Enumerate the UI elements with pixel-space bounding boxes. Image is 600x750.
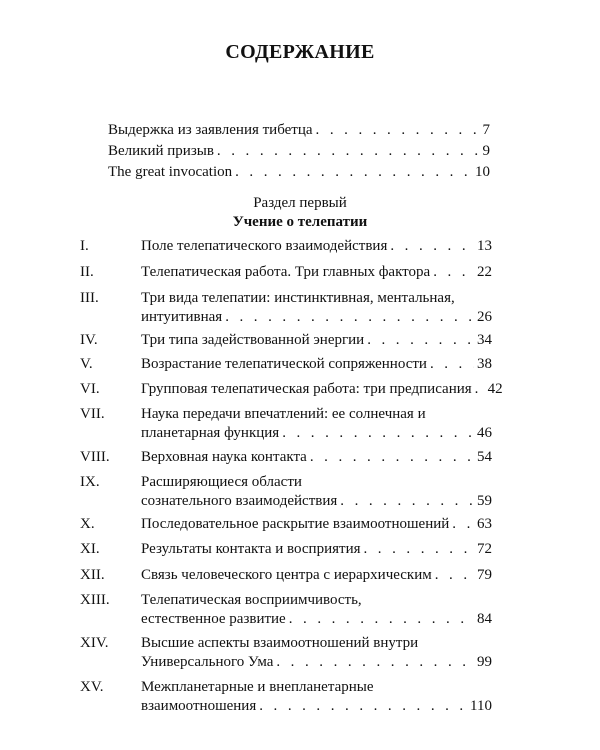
entry-title: The great invocation <box>108 164 233 180</box>
toc-entry <box>108 164 490 185</box>
chapter-number: VIII. <box>80 449 110 465</box>
chapter-entry <box>80 237 492 256</box>
dot-leader <box>390 237 474 256</box>
chapter-number: II. <box>80 264 94 280</box>
page-number: 79 <box>477 567 492 583</box>
section-title: Учение о телепатии <box>232 214 368 230</box>
chapter-title: Наука передачи впечатлений: ее солнечная и <box>141 406 426 422</box>
chapter-number: XII. <box>80 567 105 583</box>
page-number: 34 <box>477 332 492 348</box>
chapter-entry <box>80 591 492 629</box>
dot-leader <box>289 610 474 629</box>
chapter-title: Три типа задействованной энергии <box>141 332 365 348</box>
dot-leader <box>433 263 474 282</box>
dot-leader <box>282 424 474 443</box>
chapter-entry <box>80 634 492 672</box>
chapter-entry <box>80 380 503 399</box>
chapter-number: III. <box>80 290 99 306</box>
toc-entry <box>108 122 490 143</box>
page-number: 46 <box>477 425 492 441</box>
chapter-number: XV. <box>80 679 104 695</box>
chapter-title: Результаты контакта и восприятия <box>141 541 361 557</box>
section-label: Раздел первый <box>253 195 347 211</box>
chapter-title: Высшие аспекты взаимоотношений внутри <box>141 635 419 651</box>
chapter-title-continued: сознательного взаимодействия <box>141 493 338 509</box>
dot-leader <box>367 331 474 350</box>
chapter-entry <box>80 473 492 511</box>
chapter-number: XIV. <box>80 635 109 651</box>
dot-leader <box>225 308 474 327</box>
chapter-entry <box>80 448 492 467</box>
chapter-entry <box>80 678 492 716</box>
chapter-title: Верховная наука контакта <box>141 449 307 465</box>
page-number: 13 <box>477 238 492 254</box>
chapter-entry <box>80 289 492 327</box>
chapter-number: I. <box>80 238 89 254</box>
chapter-title: Три вида телепатии: инстинктивная, ментальная, <box>141 290 455 306</box>
chapter-number: V. <box>80 356 93 372</box>
chapter-entry <box>80 331 492 350</box>
page-number: 99 <box>477 654 492 670</box>
dot-leader <box>340 492 474 511</box>
dot-leader <box>430 355 474 374</box>
dot-leader <box>316 122 480 139</box>
chapter-number: IX. <box>80 474 100 490</box>
page-number: 110 <box>470 698 492 714</box>
page-number: 84 <box>477 611 492 627</box>
page-number: 22 <box>477 264 492 280</box>
chapter-title-continued: взаимоотношения <box>141 698 257 714</box>
chapter-title: Расширяющиеся области <box>141 474 302 490</box>
page-number: 59 <box>477 493 492 509</box>
chapter-title: Последовательное раскрытие взаимоотношений <box>141 516 450 532</box>
chapter-entry <box>80 515 492 534</box>
chapter-title: Связь человеческого центра с иерархическим <box>141 567 432 583</box>
page-number: 38 <box>477 356 492 372</box>
page-number: 63 <box>477 516 492 532</box>
chapter-number: XI. <box>80 541 100 557</box>
chapter-title-continued: Универсального Ума <box>141 654 274 670</box>
toc-entry <box>108 143 490 164</box>
chapter-entry <box>80 355 492 374</box>
page-number: 9 <box>482 143 490 159</box>
dot-leader <box>452 515 474 534</box>
entry-title: Выдержка из заявления тибетца <box>108 122 313 138</box>
chapter-title: Возрастание телепатической сопряженности <box>141 356 427 372</box>
chapter-number: IV. <box>80 332 98 348</box>
chapter-entry <box>80 263 492 282</box>
dot-leader <box>235 164 472 181</box>
chapter-number: X. <box>80 516 95 532</box>
page-number: 54 <box>477 449 492 465</box>
dot-leader <box>364 540 475 559</box>
dot-leader <box>475 380 485 399</box>
chapter-number: VI. <box>80 381 100 397</box>
page-number: 26 <box>477 309 492 325</box>
chapter-entry <box>80 405 492 443</box>
chapter-title: Телепатическая работа. Три главных фактора <box>141 264 431 280</box>
page-number: 72 <box>477 541 492 557</box>
chapter-title-continued: интуитивная <box>141 309 223 325</box>
chapter-entry <box>80 540 492 559</box>
chapter-title: Поле телепатического взаимодействия <box>141 238 388 254</box>
page-title: СОДЕРЖАНИЕ <box>225 41 375 63</box>
chapter-title: Межпланетарные и внепланетарные <box>141 679 374 695</box>
chapter-number: XIII. <box>80 592 110 608</box>
chapter-title: Групповая телепатическая работа: три предписания <box>141 381 472 397</box>
chapter-title-continued: естественное развитие <box>141 611 286 627</box>
dot-leader <box>310 448 474 467</box>
dot-leader <box>217 143 480 160</box>
chapter-number: VII. <box>80 406 105 422</box>
page-number: 42 <box>487 381 503 397</box>
chapter-title-continued: планетарная функция <box>141 425 280 441</box>
front-matter-list <box>108 122 490 185</box>
chapter-entry <box>80 566 492 585</box>
page-number: 10 <box>475 164 490 180</box>
dot-leader <box>259 697 467 716</box>
dot-leader <box>276 653 474 672</box>
page-number: 7 <box>482 122 490 138</box>
chapter-title: Телепатическая восприимчивость, <box>141 592 362 608</box>
entry-title: Великий призыв <box>108 143 214 159</box>
dot-leader <box>435 566 474 585</box>
